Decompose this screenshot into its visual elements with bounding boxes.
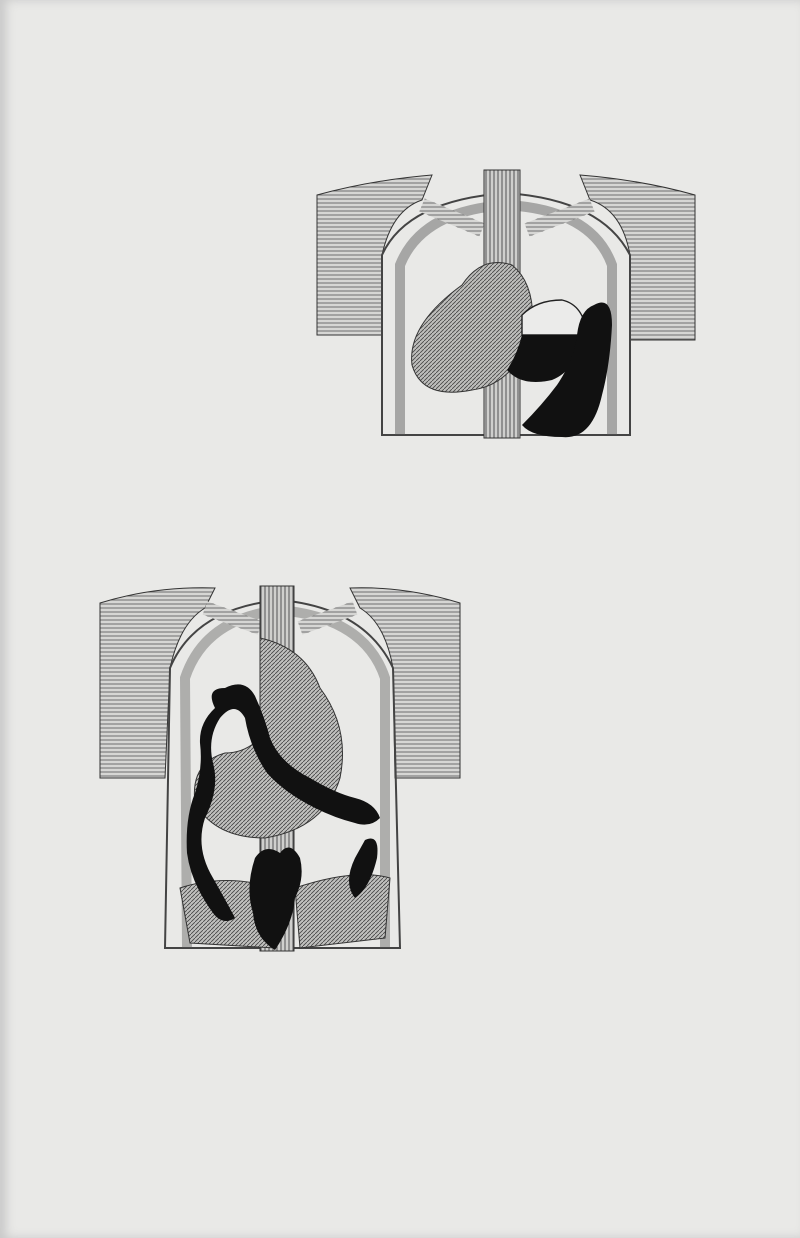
figure-8-illustration [312,165,700,445]
fig9-left-shoulder [100,588,215,778]
fig8-left-shoulder [317,175,432,335]
figure-9-illustration [95,578,465,958]
fig9-right-shoulder [350,588,460,778]
